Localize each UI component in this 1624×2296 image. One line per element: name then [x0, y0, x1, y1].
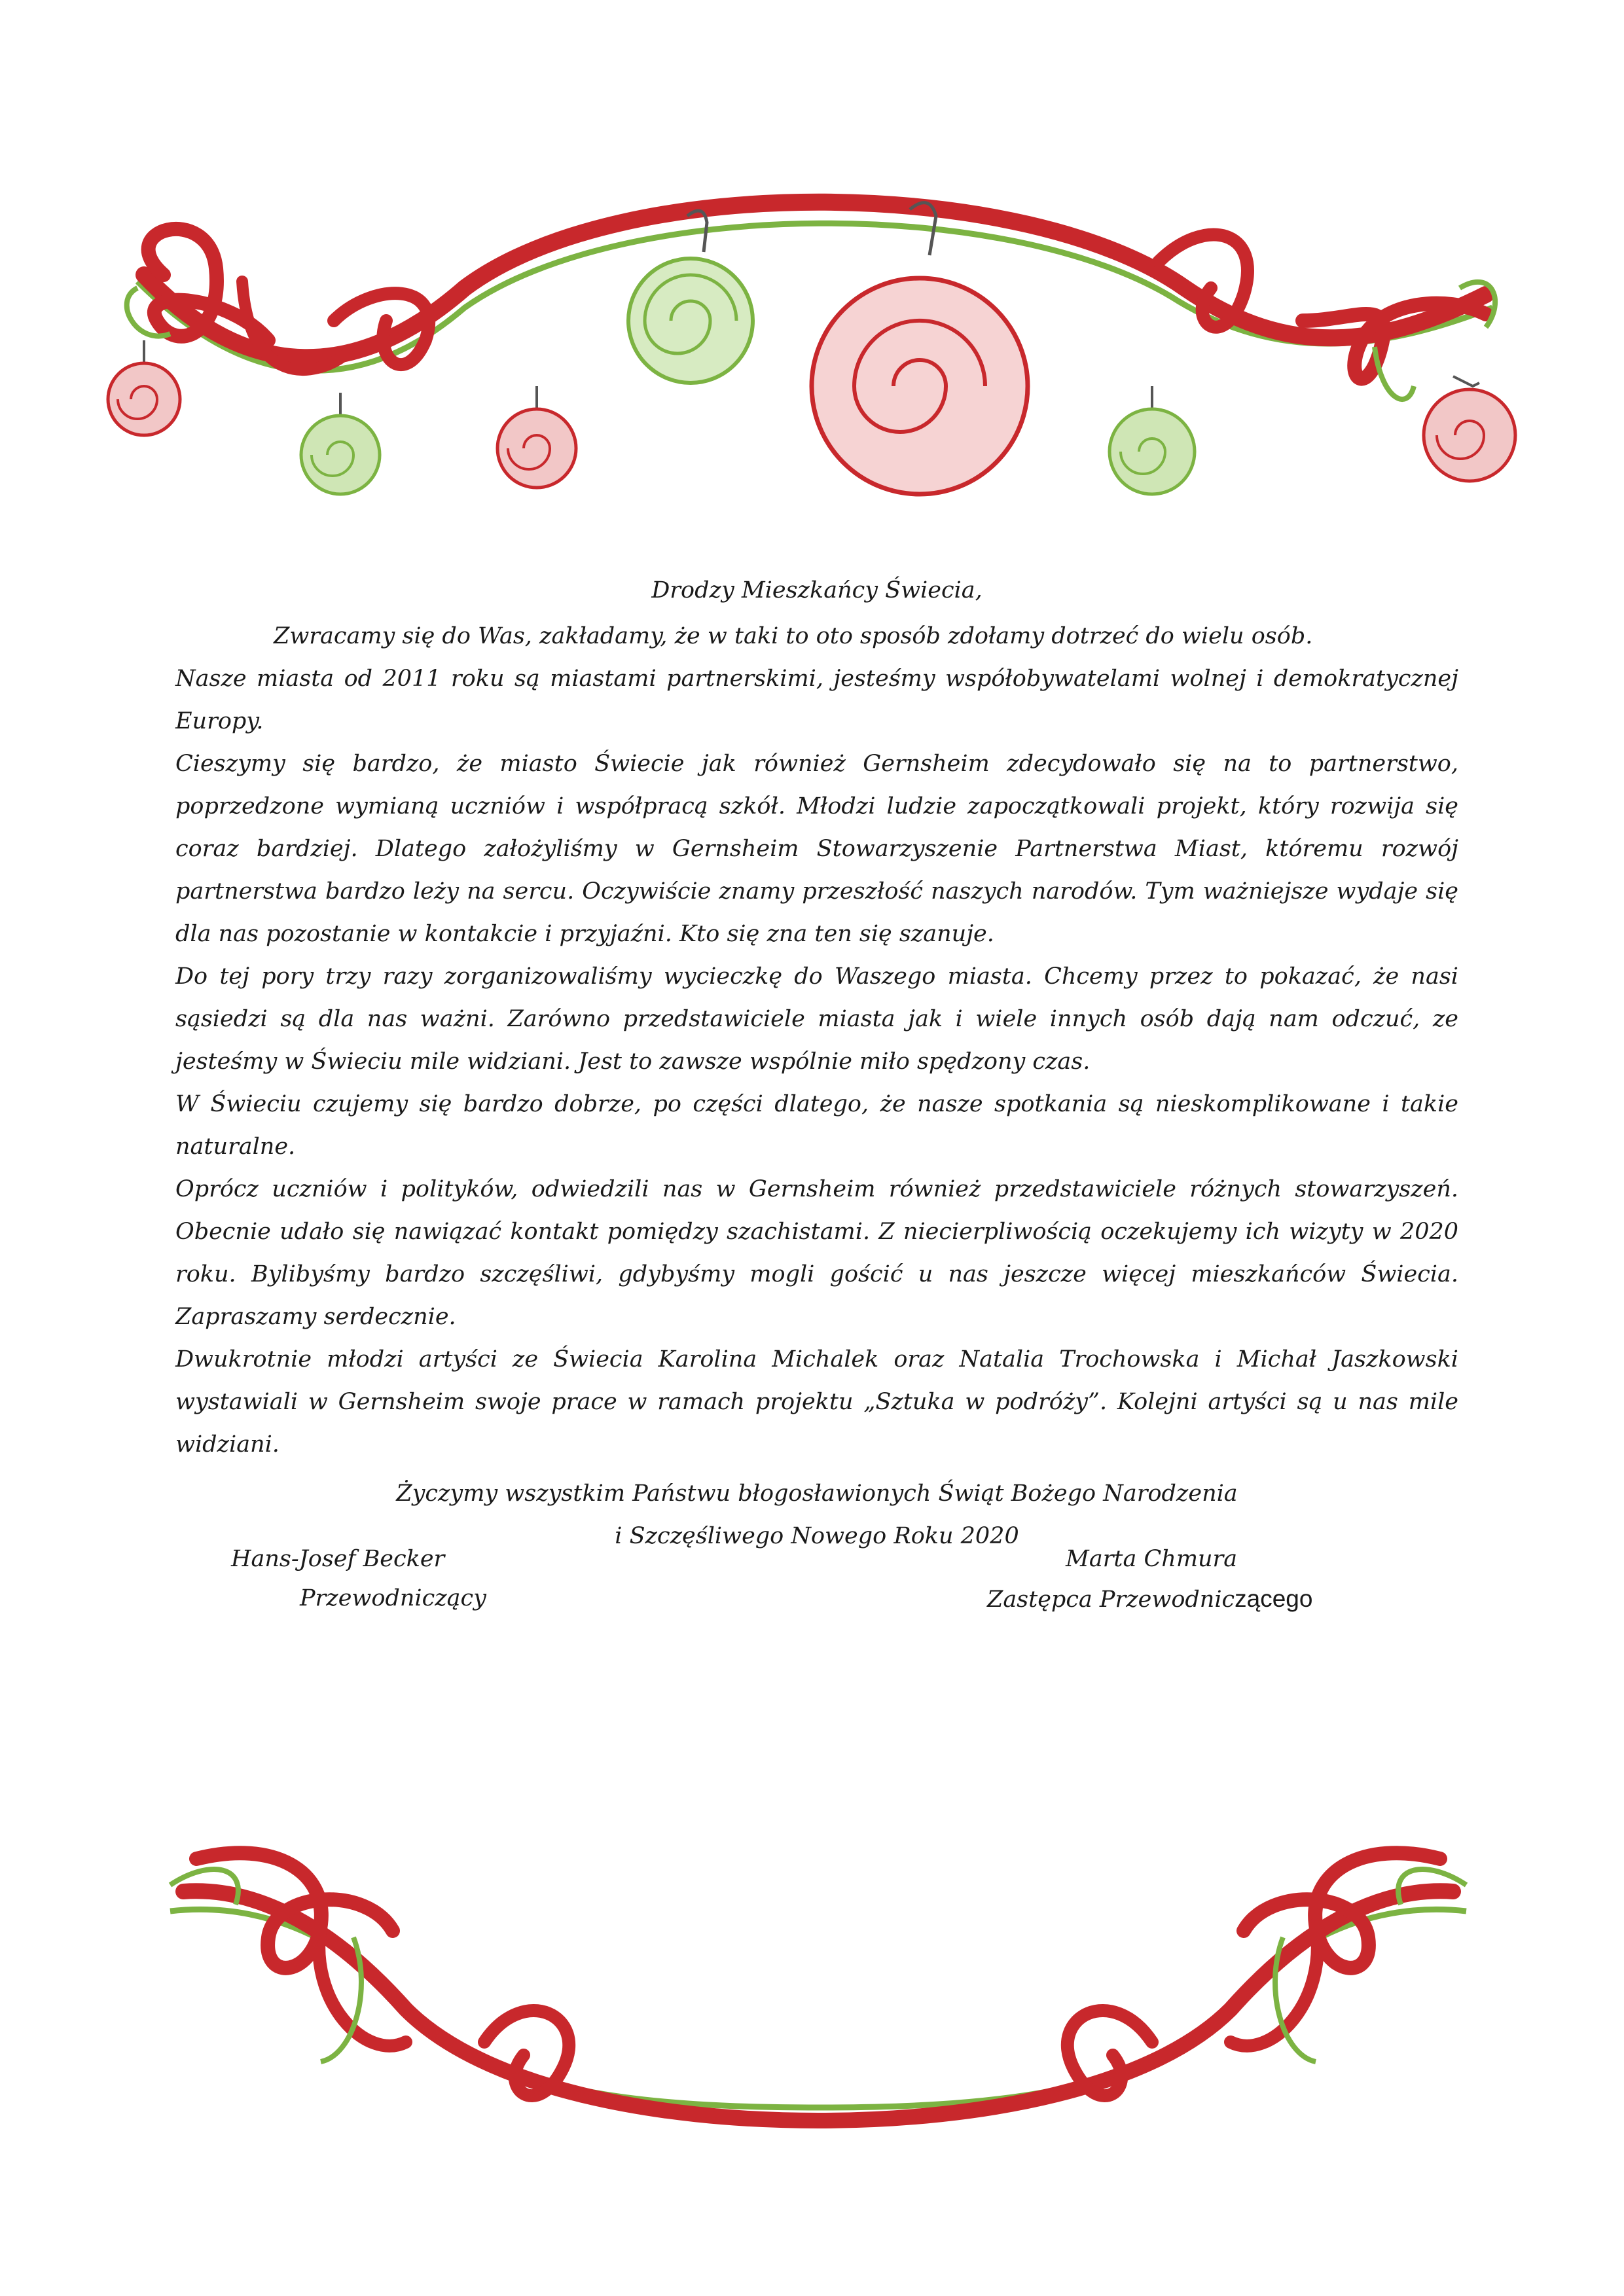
signatures: [175, 1546, 1458, 1638]
ornament-green-small-1: [301, 393, 380, 494]
paragraph-4: Do tej pory trzy razy zorganizowaliśmy wycieczkę do Waszego miasta. Chcemy przez to pokazać, że nasi sąsiedzi są dla nas ważni. Zarówno przedstawiciele miasta jak i wiele innych osób dają nam odczuć, ze jesteśmy w Świeciu mile widziani. Jest to zawsze wspólnie miło spędzony czas.: [175, 963, 1458, 1075]
signature-right-title-part2: zącego: [1235, 1585, 1313, 1612]
wishes-line-2: i Szczęśliwego Nowego Roku 2020: [615, 1523, 1019, 1549]
paragraph-6: Oprócz uczniów i polityków, odwiedzili nas w Gernsheim również przedstawiciele różnych stowarzyszeń. Obecnie udało się nawiązać kontakt pomiędzy szachistami. Z niecierpliwością oczekujemy ich wizyty w 2020 roku. Bylibyśmy bardzo szczęśliwi, gdybyśmy mogli gościć u nas jeszcze więcej mieszkańców Świecia. Zapraszamy serdecznie.: [175, 1176, 1458, 1330]
ornament-red-small-2: [497, 386, 576, 488]
paragraph-5: W Świeciu czujemy się bardzo dobrze, po części dlatego, że nasze spotkania są nieskomplikowane i takie naturalne.: [175, 1091, 1458, 1160]
wishes-line-1: Życzymy wszystkim Państwu błogosławionych Świąt Bożego Narodzenia: [396, 1480, 1238, 1507]
paragraph-2: Nasze miasta od 2011 roku są miastami partnerskimi, jesteśmy współobywatelami wolnej i demokratycznej Europy.: [175, 666, 1458, 734]
ornament-red-large: [812, 203, 1028, 494]
paragraph-1: Zwracamy się do Was, zakładamy, że w taki to oto sposób zdołamy dotrzeć do wielu osób.: [274, 623, 1313, 649]
paragraph-7: Dwukrotnie młodzi artyści ze Świecia Karolina Michalek oraz Natalia Trochowska i Michał Jaszkowski wystawiali w Gernsheim swoje prace w ramach projektu „Sztuka w podróży”. Kolejni artyści są u nas mile widziani.: [175, 1346, 1458, 1458]
holiday-wishes: [175, 1473, 1458, 1558]
signature-right-title: [987, 1585, 1312, 1613]
signature-right-name: Marta Chmura: [1066, 1546, 1238, 1572]
signature-left-name: Hans-Josef Becker: [231, 1546, 445, 1572]
christmas-ribbon-bows-icon: [157, 1846, 1479, 2173]
ornament-red-small-1: [108, 340, 180, 435]
ornament-red-small-3: [1424, 376, 1515, 481]
paragraph-3: Cieszymy się bardzo, że miasto Świecie jak również Gernsheim zdecydowało się na to partnerstwo, poprzedzone wymianą uczniów i współpracą szkół. Młodzi ludzie zapoczątkowali projekt, który rozwija się coraz bardziej. Dlatego założyliśmy w Gernsheim Stowarzyszenie Partnerstwa Miast, któremu rozwój partnerstwa bardzo leży na sercu. Oczywiście znamy przeszłość naszych narodów. Tym ważniejsze wydaje się dla nas pozostanie w kontakcie i przyjaźni. Kto się zna ten się szanuje.: [175, 751, 1458, 947]
letter-body: [175, 569, 1458, 1558]
signature-right-title-part1: Zastępca Przewodnic: [987, 1587, 1235, 1613]
signature-left-title: Przewodniczący: [300, 1585, 486, 1611]
greeting: Drodzy Mieszkańcy Świecia,: [651, 577, 983, 603]
ornament-green-small-2: [1110, 386, 1195, 494]
christmas-ribbon-with-ornaments-icon: [98, 190, 1538, 556]
